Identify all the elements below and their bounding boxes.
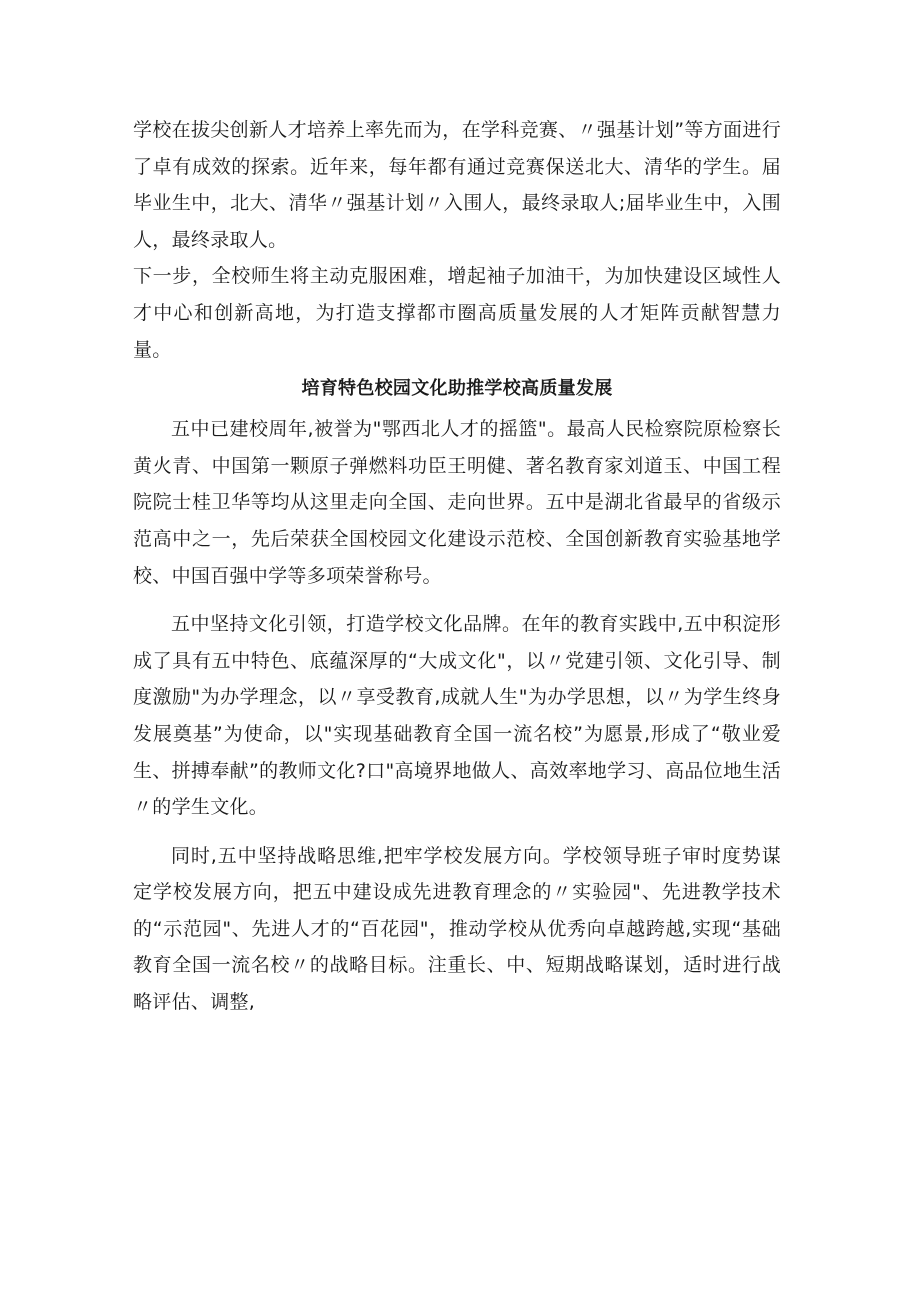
- paragraph-school-history: 五中已建校周年,被誉为"鄂西北人才的摇篮"。最高人民检察院原检察长黄火青、中国第一颗原子弹燃料功臣王明健、著名教育家刘道玉、中国工程院院士桂卫华等均从这里走向全国、走向世界。五中是湖北省最早的省级示范高中之一，先后荣获全国校园文化建设示范校、全国创新教育实验基地学校、中国百强中学等多项荣誉称号。: [133, 418, 781, 587]
- paragraph-talent-cultivation: 学校在拔尖创新人才培养上率先而为，在学科竞赛、〃强基计划”等方面进行了卓有成效的探索。近年来，每年都有通过竞赛保送北大、清华的学生。届毕业生中，北大、清华〃强基计划〃入围人，最终录取人;届毕业生中，入围人，最终录取人。: [133, 119, 781, 251]
- paragraph-next-steps: 下一步，全校师生将主动克服困难，增起袖子加油干，为加快建设区域性人才中心和创新高地，为打造支撑都市圈高质量发展的人才矩阵贡献智慧力量。: [133, 265, 781, 361]
- section-heading: 培育特色校园文化助推学校高质量发展: [301, 378, 613, 400]
- paragraph-strategy: 同时,五中坚持战略思维,把牢学校发展方向。学校领导班子审时度势谋定学校发展方向，把五中建设成先进教育理念的〃实验园"、先进教学技术的“示范园"、先进人才的“百花园"，推动学校从优秀向卓越跨越,实现“基础教育全国一流名校〃的战略目标。注重长、中、短期战略谋划，适时进行战略评估、调整,: [133, 844, 781, 1014]
- paragraph-school-culture: 五中坚持文化引领，打造学校文化品牌。在年的教育实践中,五中积淀形成了具有五中特色、底蕴深厚的“大成文化"，以〃党建引领、文化引导、制度激励"为办学理念，以〃享受教育,成就人生"为办学思想，以〃为学生终身发展奠基”为使命，以"实现基础教育全国一流名校”为愿景,形成了“敬业爱生、拼搏奉献”的教师文化?口"高境界地做人、高效率地学习、高品位地生活〃的学生文化。: [133, 613, 781, 819]
- document-body: [133, 112, 781, 1021]
